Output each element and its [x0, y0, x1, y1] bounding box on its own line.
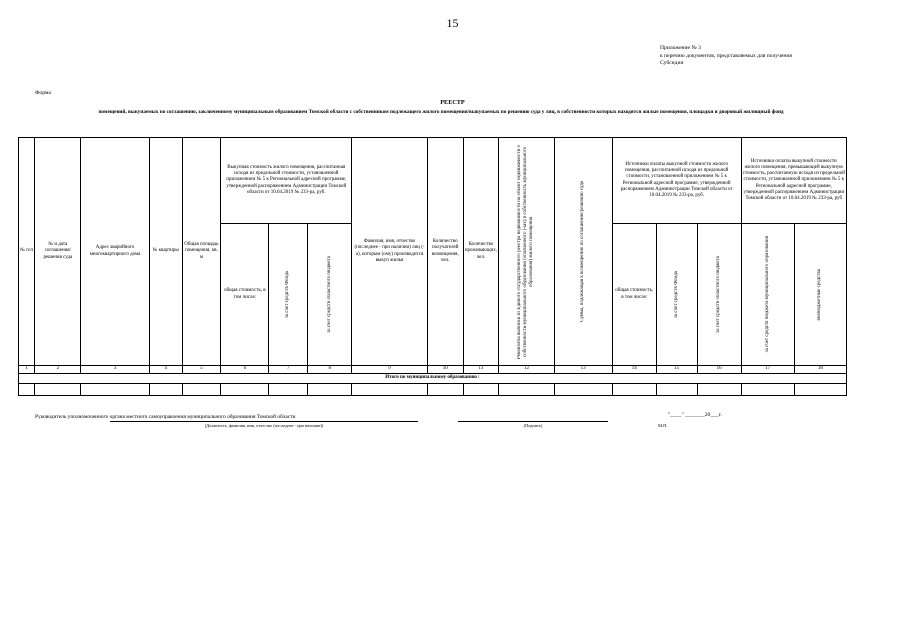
- column-number: 6: [221, 366, 269, 374]
- column-number: 14: [612, 366, 656, 374]
- header-text-c18: внебюджетные средства: [817, 268, 823, 321]
- signer-label: Руководитель уполномоченного органа местного самоуправления муниципального образования Томской области: [35, 414, 296, 420]
- date-field: "____" _______20___г.: [668, 412, 722, 418]
- signature-line: [458, 421, 608, 422]
- empty-cell: [612, 384, 656, 396]
- column-number: 17: [741, 366, 794, 374]
- total-row: [19, 374, 847, 384]
- document-title: РЕЕСТР: [440, 99, 465, 106]
- header-cell-c17: [741, 224, 794, 366]
- document-subtitle: помещений, выкупаемых по соглашению, заключенному муниципальным образованием Томской области с собственником подлежащего жилого помещения/выкупаемых по решению суда у лиц, в собственности которых находятся жилые помещения, площадки и дворовый жилищный фонд: [98, 109, 784, 115]
- annex-number: Приложение № 3: [660, 45, 701, 51]
- column-number: 10: [427, 366, 463, 374]
- empty-cell: [741, 384, 794, 396]
- empty-cell: [463, 384, 499, 396]
- table-header-row: [19, 138, 847, 224]
- header-cell-c7: [269, 224, 308, 366]
- header-text-c8: за счет средств областного бюджета: [326, 256, 332, 333]
- page-number: 15: [446, 16, 459, 30]
- column-number: 11: [463, 366, 499, 374]
- header-text-c13: Сумма, подлежащая к возмещению по соглашению/решению суда: [580, 181, 586, 322]
- header-cell-c14: общая стоимость, в том числе:: [612, 224, 656, 366]
- signature-caption: (Подпись): [523, 423, 543, 428]
- empty-cell: [499, 384, 554, 396]
- header-cell-c10: Количество получателей возмещения, чел.: [427, 138, 463, 366]
- empty-cell: [19, 384, 35, 396]
- header-cell-c3: Адрес аварийного многоквартирного дома: [81, 138, 149, 366]
- header-cell-c6: общая стоимость, в том числе:: [221, 224, 269, 366]
- header-text-c17: за счет средств бюджета муниципального образования: [764, 236, 770, 353]
- position-signature-line: [110, 421, 418, 422]
- header-cell-c12: [499, 138, 554, 366]
- total-row-label: Итого по муниципальному образованию :: [19, 374, 847, 384]
- registry-table: [18, 137, 847, 396]
- header-group-source1: Источники оплаты выкупной стоимости жилого помещения, рассчитанной исходя из предельной стоимости, установленной приложением № 5 к Региональной адресной программе, утвержденной распоряжением Администрации Томской области от 10.04.2019 № 233-ра, руб.: [612, 138, 741, 224]
- column-number: 2: [35, 366, 81, 374]
- column-number: 12: [499, 366, 554, 374]
- column-number: 13: [554, 366, 612, 374]
- column-number: 1: [19, 366, 35, 374]
- column-number: 15: [656, 366, 697, 374]
- column-number: 5: [182, 366, 221, 374]
- empty-cell: [269, 384, 308, 396]
- column-number-row: [19, 366, 847, 374]
- empty-cell: [352, 384, 428, 396]
- column-number: 18: [794, 366, 846, 374]
- header-cell-c4: № квартиры: [149, 138, 182, 366]
- empty-cell: [221, 384, 269, 396]
- header-text-c15: за счет средств Фонда: [673, 270, 679, 319]
- empty-cell: [697, 384, 741, 396]
- header-cell-c8: [308, 224, 352, 366]
- empty-cell: [35, 384, 81, 396]
- annex-description: к перечню документов, представляемых для получения: [660, 52, 792, 59]
- empty-cell: [81, 384, 149, 396]
- header-cell-c15: [656, 224, 697, 366]
- header-group-source2: Источники оплаты выкупной стоимости жилого помещения, превышающей выкупную стоимость, рассчитанную исходя из предельной стоимости, установленной приложением № 5 к Региональной адресной программе, утвержденной распоряжением Администрации Томской области от 10.04.2019 № 233-ра, руб: [741, 138, 846, 224]
- header-cell-c16: [697, 224, 741, 366]
- annex-subject: Субсидии: [660, 60, 684, 67]
- header-cell-c9: Фамилия, имя, отчество (последнее - при наличии) лиц (-а), которым (ому) производится выкуп жилья: [352, 138, 428, 366]
- header-text-c12: Реквизиты выписки из Единого государственного реестра недвижимости на объект недвижимости о собственности муниципального образования (оплаченного (-ых) в собственность муниципального образования) жилого помещения: [517, 144, 535, 359]
- empty-cell: [182, 384, 221, 396]
- column-number: 8: [308, 366, 352, 374]
- header-text-c7: за счет средств Фонда: [285, 270, 291, 319]
- header-cell-c18: [794, 224, 846, 366]
- annex-reference: [660, 45, 860, 68]
- column-number: 3: [81, 366, 149, 374]
- header-cell-c5: Общая площадь помещения, кв. м: [182, 138, 221, 366]
- stamp-label: М.П.: [658, 423, 668, 428]
- header-cell-c13: [554, 138, 612, 366]
- empty-cell: [656, 384, 697, 396]
- column-number: 16: [697, 366, 741, 374]
- header-group-price: Выкупная стоимость жилого помещения, рассчитанная исходя из предельной стоимости, установленной приложением № 5 к Региональной адресной программе, утвержденной распоряжением Администрации Томской области от 10.04.2019 № 233-ра, руб.: [221, 138, 352, 224]
- empty-data-row: [19, 384, 847, 396]
- form-label: Форма: [35, 90, 51, 96]
- column-number: 4: [149, 366, 182, 374]
- column-number: 9: [352, 366, 428, 374]
- empty-cell: [149, 384, 182, 396]
- empty-cell: [308, 384, 352, 396]
- position-caption: (Должность, фамилия, имя, отчество (последнее - при наличии)): [204, 423, 324, 428]
- empty-cell: [554, 384, 612, 396]
- header-text-c16: за счет средств областного бюджета: [716, 256, 722, 333]
- header-cell-c2: № и дата соглашения/ решения суда: [35, 138, 81, 366]
- header-cell-c1: № п/п: [19, 138, 35, 366]
- header-cell-c11: Количество проживающих, чел.: [463, 138, 499, 366]
- empty-cell: [794, 384, 846, 396]
- column-number: 7: [269, 366, 308, 374]
- empty-cell: [427, 384, 463, 396]
